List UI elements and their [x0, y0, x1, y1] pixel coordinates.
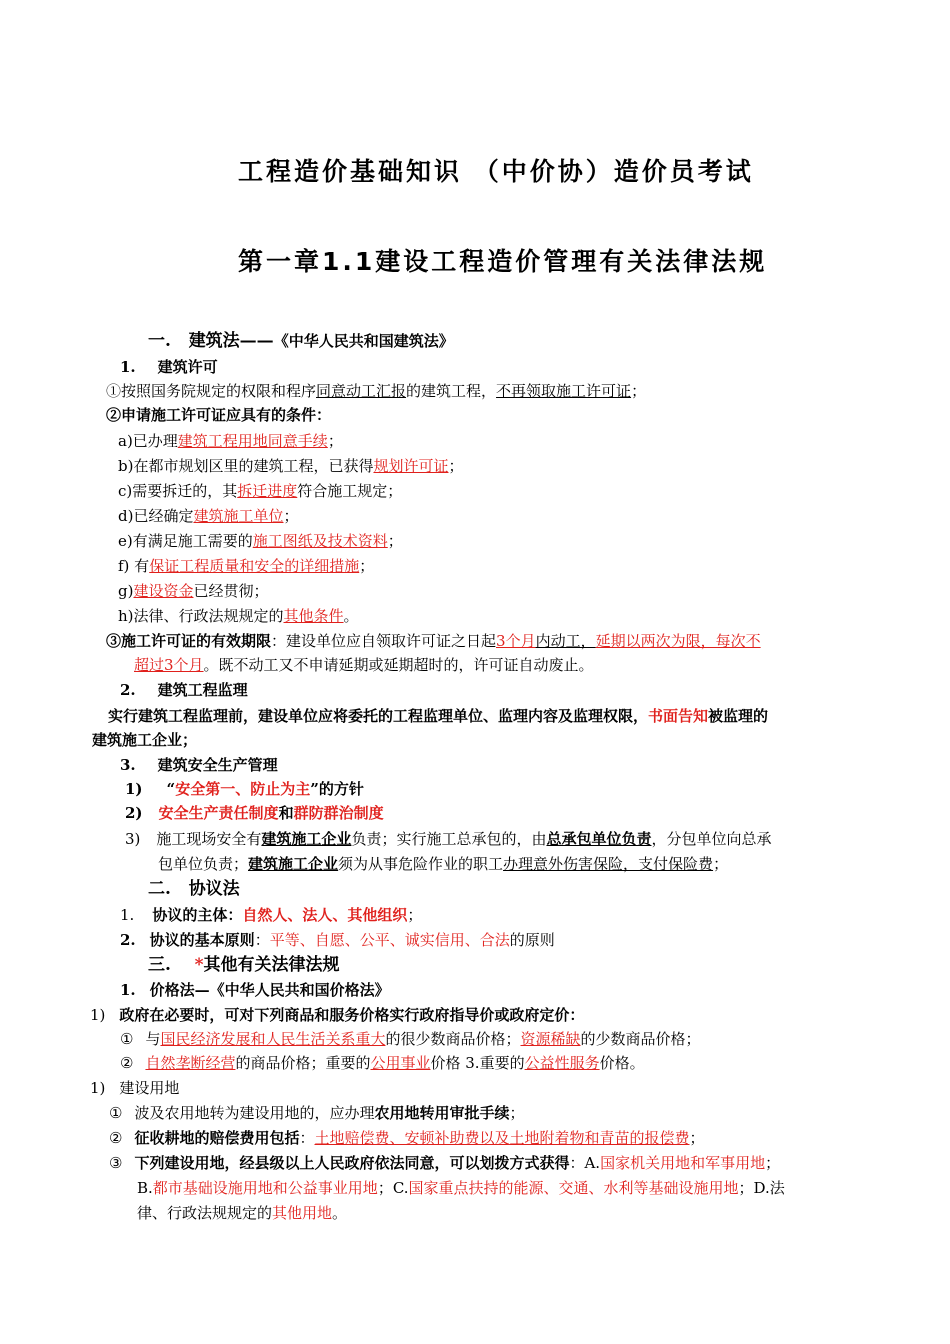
contract-principles: 2. 协议的基本原则：平等、自愿、公平、诚实信用、合法的原则: [120, 931, 555, 949]
safety-item-3-line-1: 3) 施工现场安全有建筑施工企业负责；实行施工总承包的，由总承包单位负责，分包单位向总承: [125, 830, 772, 848]
land-heading: 1) 建设用地: [90, 1079, 180, 1097]
condition-a: a)已办理建筑工程用地同意手续；: [118, 432, 343, 450]
condition-f: f) 有保证工程质量和安全的详细措施；: [118, 557, 375, 575]
gov-pricing-item-1: ① 与国民经济发展和人民生活关系重大的很少数商品价格；资源稀缺的少数商品价格；: [120, 1030, 701, 1048]
land-item-3-line-2: B.都市基础设施用地和公益事业用地；C.国家重点扶持的能源、交通、水利等基础设施用地；D.法: [137, 1179, 785, 1197]
condition-g: g)建设资金已经贯彻；: [118, 582, 269, 600]
land-item-3-line-3: 律、行政法规规定的其他用地。: [137, 1204, 348, 1222]
gov-pricing-item-2: ② 自然垄断经营的商品价格；重要的公用事业价格 3.重要的公益性服务价格。: [120, 1054, 645, 1072]
heading-safety: 3. 建筑安全生产管理: [120, 756, 278, 774]
condition-d: d)已经确定建筑施工单位；: [118, 507, 299, 525]
safety-item-1: 1) “安全第一、防止为主”的方针: [125, 780, 364, 798]
land-item-3-line-1: ③ 下列建设用地，经县级以上人民政府依法同意，可以划拨方式获得：A.国家机关用地和军事用地；: [109, 1154, 781, 1172]
section-2-heading: 二. 协议法: [148, 879, 240, 899]
condition-h: h)法律、行政法规规定的其他条件。: [118, 607, 359, 625]
condition-c: c)需要拆迁的，其拆迁进度符合施工规定；: [118, 482, 403, 500]
permit-line-1: ①按照国务院规定的权限和程序同意动工汇报的建筑工程，不再领取施工许可证；: [106, 382, 647, 400]
land-item-1: ① 波及农用地转为建设用地的，应办理农用地转用审批手续；: [109, 1104, 525, 1122]
land-item-2: ② 征收耕地的赔偿费用包括：土地赔偿费、安顿补助费以及土地附着物和青苗的报偿费；: [109, 1129, 705, 1147]
safety-item-3-line-2: 包单位负责；建筑施工企业须为从事危险作业的职工办理意外伤害保险，支付保险费；: [158, 855, 729, 873]
safety-item-2: 2) 安全生产责任制度和群防群治制度: [125, 804, 384, 822]
contract-subject: 1. 协议的主体：自然人、法人、其他组织；: [120, 906, 423, 924]
gov-pricing: 1) 政府在必要时，可对下列商品和服务价格实行政府指导价或政府定价：: [90, 1006, 585, 1024]
permit-validity-line-1: ③施工许可证的有效期限：建设单位应自领取许可证之日起3个月内动工，延期以两次为限，每次不: [106, 632, 761, 650]
section-1-heading: 一. 建筑法——《中华人民共和国建筑法》: [148, 331, 454, 351]
heading-building-permit: 1. 建筑许可: [120, 358, 218, 376]
condition-e: e)有满足施工需要的施工图纸及技术资料；: [118, 532, 403, 550]
condition-b: b)在都市规划区里的建筑工程，已获得规划许可证；: [118, 457, 464, 475]
section-3-heading: 三. *其他有关法律法规: [148, 955, 340, 975]
permit-conditions-heading: ②申请施工许可证应具有的条件：: [106, 406, 332, 424]
permit-validity-line-2: 超过3个月。既不动工又不申请延期或延期超时的，许可证自动废止。: [134, 656, 594, 674]
heading-supervision: 2. 建筑工程监理: [120, 681, 248, 699]
chapter-title: 第一章1.1建设工程造价管理有关法律法规: [238, 247, 768, 276]
supervision-line-2: 建筑施工企业；: [92, 731, 198, 749]
supervision-line-1: 实行建筑工程监理前，建设单位应将委托的工程监理单位、监理内容及监理权限，书面告知被监理的: [108, 707, 769, 725]
document-title: 工程造价基础知识 （中价协）造价员考试: [238, 157, 754, 186]
heading-price-law: 1. 价格法—《中华人民共和国价格法》: [120, 981, 390, 999]
